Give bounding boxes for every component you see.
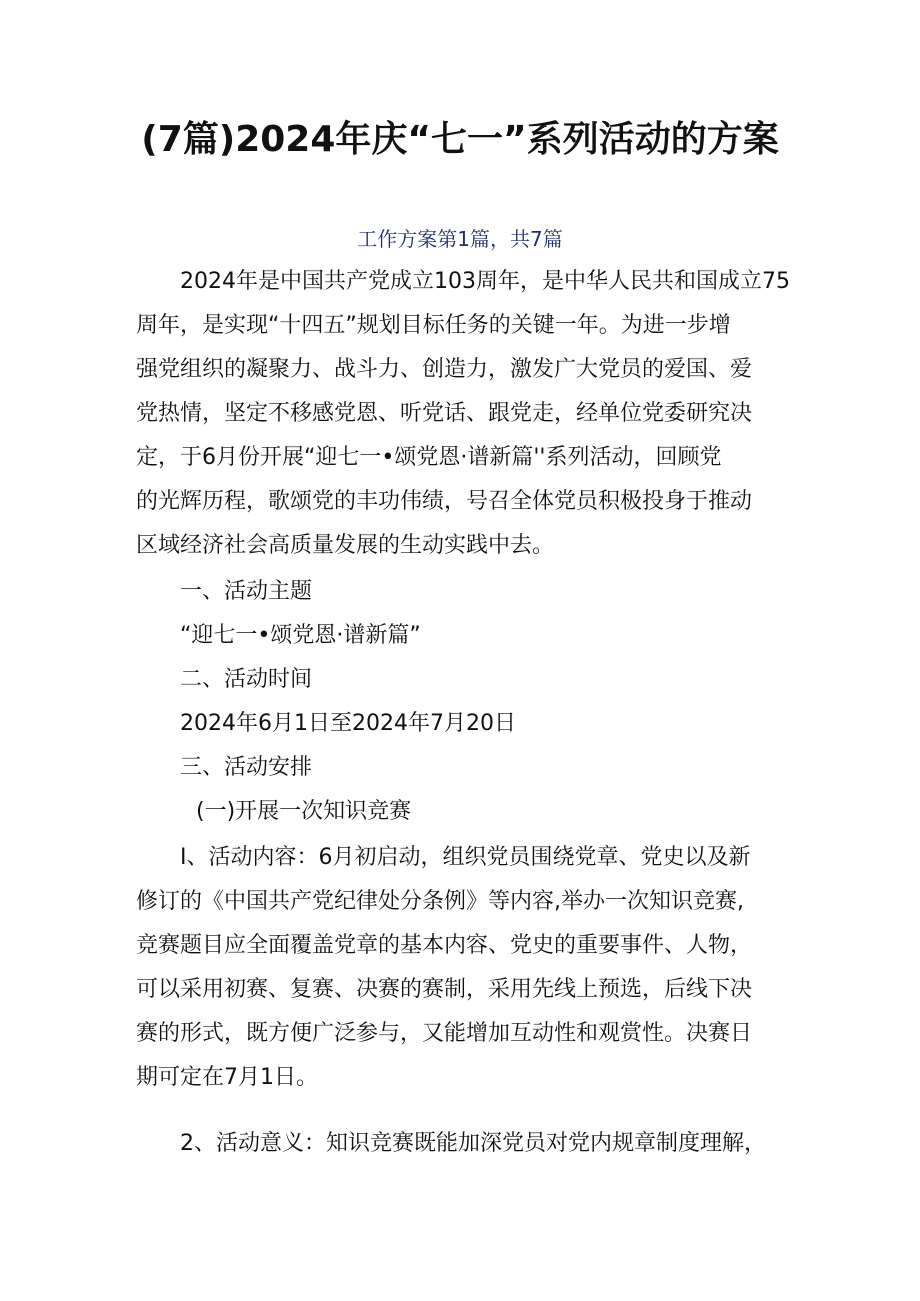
paragraph-line: 可以采用初赛、复赛、决赛的赛制，采用先线上预选，后线下决 [136,977,753,1002]
document-title: (7篇)2024年庆“七一”系列活动的方案 [141,119,779,160]
paragraph-line: 赛的形式，既方便广泛参与，又能增加互动性和观赏性。决赛日 [136,1021,753,1046]
paragraph-line: 的光辉历程，歌颂党的丰功伟绩，号召全体党员积极投身于推动 [136,489,753,514]
paragraph-line: 竞赛题目应全面覆盖党章的基本内容、党史的重要事件、人物， [136,933,753,958]
paragraph-line: 周年，是实现“十四五”规划目标任务的关键一年。为进一步增 [136,313,731,338]
paragraph-line: 区域经济社会高质量发展的生动实践中去。 [136,533,555,558]
paragraph-line: 定，于6月份开展“迎七一•颂党恩·谱新篇''系列活动，回顾党 [136,445,722,470]
paragraph-line: 2、活动意义：知识竞赛既能加深党员对党内规章制度理解， [180,1131,766,1156]
section-heading-time: 二、活动时间 [180,667,313,692]
paragraph-line: 期可定在7月1日。 [136,1065,318,1090]
paragraph-line: 修订的《中国共产党纪律处分条例》等内容,举办一次知识竞赛, [136,889,744,914]
paragraph-line: 强党组织的凝聚力、战斗力、创造力，激发广大党员的爱国、爱 [136,357,753,382]
document-subtitle: 工作方案第1篇，共7篇 [357,227,563,251]
paragraph-line: I、活动内容：6月初启动，组织党员围绕党章、党史以及新 [180,845,751,870]
section-heading-arrange: 三、活动安排 [180,755,313,780]
paragraph-line: 2024年是中国共产党成立103周年，是中华人民共和国成立75 [180,269,790,294]
paragraph-line: 党热情，坚定不移感党恩、听党话、跟党走，经单位党委研究决 [136,401,753,426]
subsection-heading-1: (一)开展一次知识竞赛 [196,799,412,824]
section-time-value: 2024年6月1日至2024年7月20日 [180,711,516,736]
section-theme-value: “迎七一•颂党恩·谱新篇” [180,623,421,648]
section-heading-theme: 一、活动主题 [180,579,313,604]
